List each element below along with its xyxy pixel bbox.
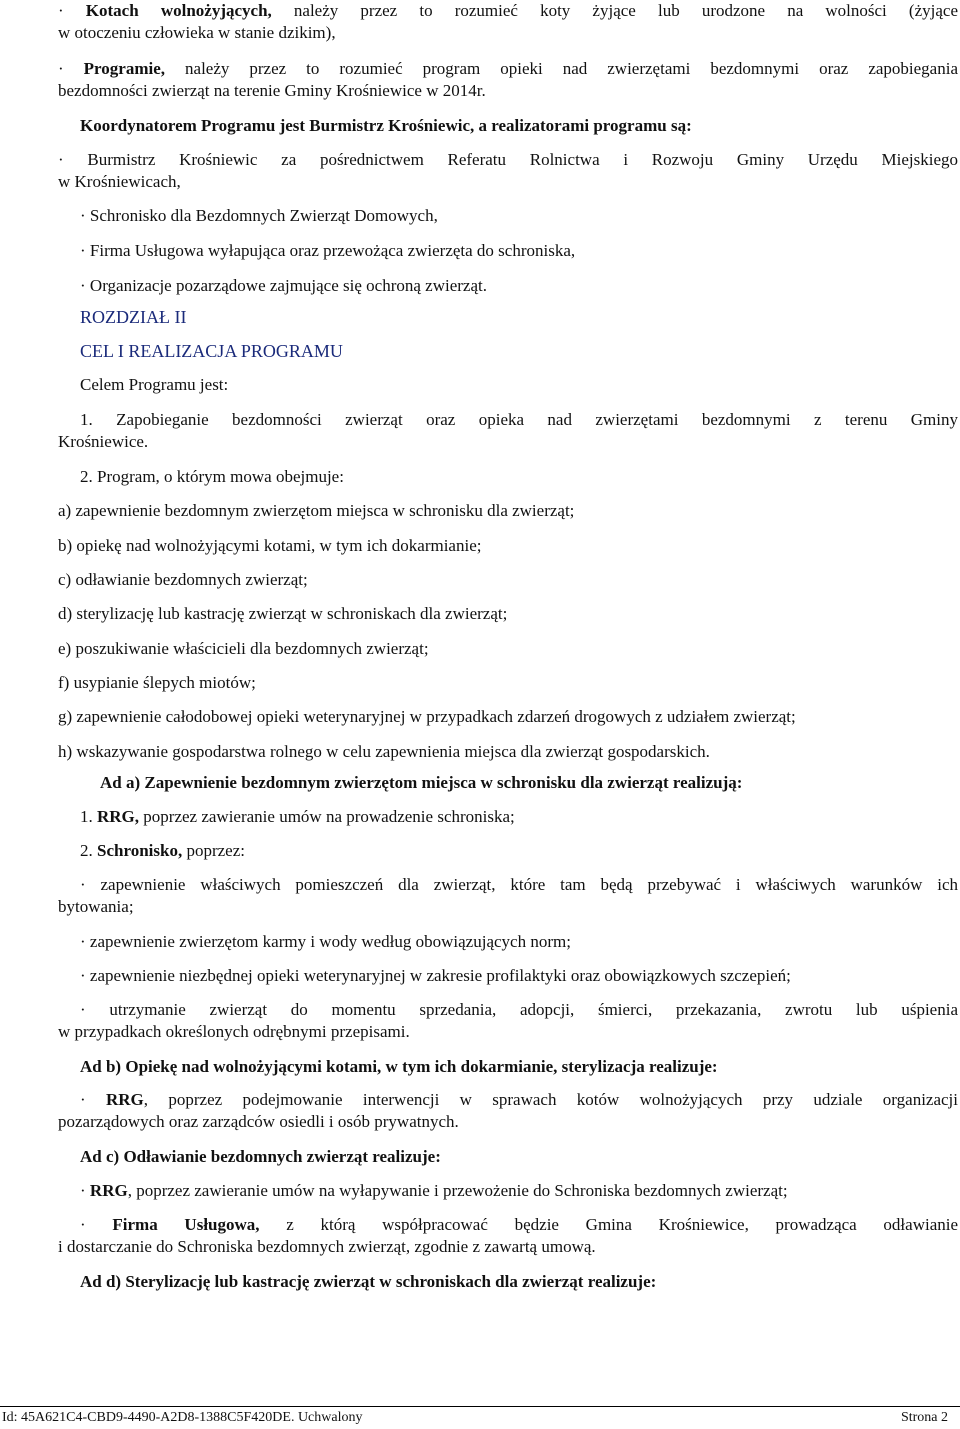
item-text: poprzez:: [182, 841, 245, 860]
list-item: [80, 1089, 958, 1111]
bullet: ·: [80, 1090, 106, 1109]
scope-item: a) zapewnienie bezdomnym zwierzętom miejsca w schronisku dla zwierząt;: [58, 501, 575, 520]
definition-text: należy przez to rozumieć koty żyjące lub urodzone na wolności (żyjące: [271, 1, 958, 20]
goal-item: 1. Zapobieganie bezdomności zwierząt oraz opieka nad zwierzętami bezdomnymi z terenu Gminy: [80, 410, 958, 429]
goal-item: 2. Program, o którym mowa obejmuje:: [80, 467, 344, 486]
list-item: pozarządowych oraz zarządców osiedli i osób prywatnych.: [58, 1112, 459, 1131]
list-item: [80, 806, 958, 828]
document-id: Id: 45A621C4-CBD9-4490-A2D8-1388C5F420DE. Uchwalony: [2, 1410, 363, 1425]
scope-item: e) poszukiwanie właścicieli dla bezdomnych zwierząt;: [58, 639, 429, 658]
scope-item: c) odławianie bezdomnych zwierząt;: [58, 570, 308, 589]
list-item: [80, 840, 958, 862]
term: RRG: [106, 1090, 144, 1109]
term: Firma Usługowa,: [112, 1215, 260, 1234]
list-item: [80, 1214, 958, 1236]
bullet: ·: [58, 1, 86, 20]
list-item: · zapewnienie właściwych pomieszczeń dla zwierząt, które tam będą przebywać i właściwych warunków ich: [80, 875, 958, 894]
section-c-heading: Ad c) Odławianie bezdomnych zwierząt realizuje:: [80, 1147, 441, 1166]
list-item: bytowania;: [58, 897, 134, 916]
section-a-heading: Ad a) Zapewnienie bezdomnym zwierzętom miejsca w schronisku dla zwierząt realizują:: [100, 773, 743, 792]
item-text: poprzez zawieranie umów na prowadzenie schroniska;: [139, 807, 515, 826]
bullet: ·: [58, 59, 84, 78]
term: RRG,: [97, 807, 140, 826]
definition-line: bezdomności zwierząt na terenie Gminy Krośniewice w 2014r.: [58, 81, 486, 100]
list-item: i dostarczanie do Schroniska bezdomnych zwierząt, zgodnie z zawartą umową.: [58, 1237, 596, 1256]
scope-item: h) wskazywanie gospodarstwa rolnego w celu zapewnienia miejsca dla zwierząt gospodarskich.: [58, 742, 710, 761]
page-footer: [0, 1406, 960, 1429]
definition-line: [58, 0, 958, 22]
list-item: · utrzymanie zwierząt do momentu sprzedania, adopcji, śmierci, przekazania, zwrotu lub uśpienia: [80, 1000, 958, 1019]
term: Kotach wolnożyjących,: [85, 1, 272, 20]
bullet: ·: [80, 1215, 113, 1234]
page-number: Strona 2: [900, 1410, 948, 1425]
list-item: [80, 1180, 958, 1202]
list-item: · zapewnienie niezbędnej opieki weterynaryjnej w zakresie profilaktyki oraz obowiązkowych szczepień;: [80, 966, 791, 985]
term: Programie,: [83, 59, 166, 78]
item-text: , poprzez podejmowanie interwencji w sprawach kotów wolnożyjących przy udziale organizacji: [143, 1090, 958, 1109]
definition-line: w otoczeniu człowieka w stanie dzikim),: [58, 23, 336, 42]
definition-text: należy przez to rozumieć program opieki nad zwierzętami bezdomnymi oraz zapobiegania: [165, 59, 958, 78]
bullet: ·: [80, 1181, 90, 1200]
list-item: · Burmistrz Krośniewic za pośrednictwem Referatu Rolnictwa i Rozwoju Gminy Urzędu Miejskiego: [58, 150, 958, 169]
list-item: · Organizacje pozarządowe zajmujące się ochroną zwierząt.: [80, 276, 487, 295]
list-item: · Schronisko dla Bezdomnych Zwierząt Domowych,: [80, 206, 438, 225]
list-item: w Krośniewicach,: [58, 172, 181, 191]
scope-item: b) opiekę nad wolnożyjącymi kotami, w tym ich dokarmianie;: [58, 536, 482, 555]
scope-item: d) sterylizację lub kastrację zwierząt w schroniskach dla zwierząt;: [58, 604, 508, 623]
term: Schronisko,: [97, 841, 183, 860]
list-number: 1.: [80, 807, 97, 826]
list-item: · Firma Usługowa wyłapująca oraz przewożąca zwierzęta do schroniska,: [80, 241, 576, 260]
list-item: w przypadkach określonych odrębnymi przepisami.: [58, 1022, 410, 1041]
scope-item: f) usypianie ślepych miotów;: [58, 673, 256, 692]
goal-intro: Celem Programu jest:: [80, 375, 229, 394]
definition-line: [58, 58, 958, 80]
term: RRG: [89, 1181, 128, 1200]
item-text: z którą współpracować będzie Gmina Krośniewice, prowadząca odławianie: [259, 1215, 959, 1234]
list-number: 2.: [80, 841, 97, 860]
goal-item: Krośniewice.: [58, 432, 149, 451]
chapter-heading: ROZDZIAŁ II: [80, 307, 187, 327]
coordinator-heading: Koordynatorem Programu jest Burmistrz Krośniewic, a realizatorami programu są:: [80, 116, 692, 135]
item-text: , poprzez zawieranie umów na wyłapywanie i przewożenie do Schroniska bezdomnych zwierząt;: [127, 1181, 788, 1200]
section-d-heading: Ad d) Sterylizację lub kastrację zwierząt w schroniskach dla zwierząt realizuje:: [80, 1272, 657, 1291]
list-item: · zapewnienie zwierzętom karmy i wody według obowiązujących norm;: [80, 932, 571, 951]
section-heading: CEL I REALIZACJA PROGRAMU: [80, 341, 343, 361]
section-b-heading: Ad b) Opiekę nad wolnożyjącymi kotami, w tym ich dokarmianie, sterylizacja realizuje:: [80, 1057, 718, 1076]
scope-item: g) zapewnienie całodobowej opieki weterynaryjnej w przypadkach zdarzeń drogowych z udziałem zwierząt;: [58, 707, 796, 726]
